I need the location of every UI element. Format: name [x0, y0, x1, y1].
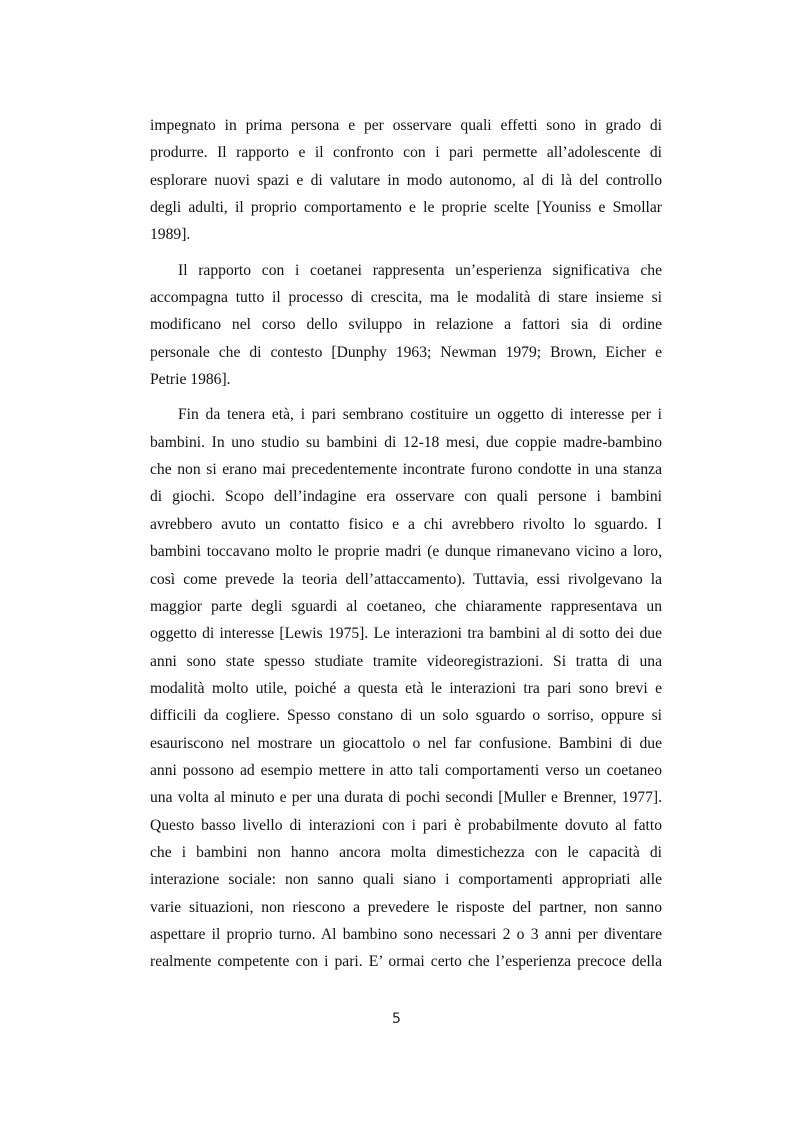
text-line: modalità molto utile, poiché a questa età le interazioni tra pari sono brevi e: [150, 679, 662, 697]
text-line: che i bambini non hanno ancora molta dimestichezza con le capacità di: [150, 843, 662, 861]
text-line: Il rapporto con i coetanei rappresenta un’esperienza significativa che: [178, 261, 662, 279]
paragraph-1: [150, 112, 662, 249]
text-line: che non si erano mai precedentemente incontrate furono condotte in una stanza: [150, 461, 662, 479]
text-line: degli adulti, il proprio comportamento e le proprie scelte [Youniss e Smollar: [150, 199, 662, 217]
text-line: esauriscono nel mostrare un giocattolo o nel far confusione. Bambini di due: [150, 734, 662, 752]
body-text: [150, 112, 662, 984]
text-line: impegnato in prima persona e per osservare quali effetti sono in grado di: [150, 117, 662, 134]
text-line: produrre. Il rapporto e il confronto con i pari permette all’adolescente di: [150, 144, 662, 162]
text-line: Questo basso livello di interazioni con i pari è probabilmente dovuto al fatto: [150, 816, 662, 834]
page-number: 5: [392, 1011, 401, 1027]
text-line: anni possono ad esempio mettere in atto tali comportamenti verso un coetaneo: [150, 761, 662, 779]
paragraph-3: [150, 401, 662, 975]
text-line: anni sono state spesso studiate tramite videoregistrazioni. Si tratta di una: [150, 652, 662, 670]
text-line: difficili da cogliere. Spesso constano di un solo sguardo o sorriso, oppure si: [150, 707, 662, 725]
text-line: oggetto di interesse [Lewis 1975]. Le interazioni tra bambini al di sotto dei due: [150, 625, 662, 643]
text-line: maggior parte degli sguardi al coetaneo, che chiaramente rappresentava un: [150, 597, 662, 615]
text-line: di giochi. Scopo dell’indagine era osservare con quali persone i bambini: [150, 488, 662, 506]
text-line: aspettare il proprio turno. Al bambino sono necessari 2 o 3 anni per diventare: [150, 925, 662, 943]
text-line: bambini. In uno studio su bambini di 12-18 mesi, due coppie madre-bambino: [150, 433, 662, 451]
text-line: 1989].: [150, 226, 191, 244]
text-line: varie situazioni, non riescono a prevedere le risposte del partner, non sanno: [150, 898, 662, 916]
paragraph-2: [150, 257, 662, 394]
text-line: Petrie 1986].: [150, 371, 231, 389]
text-line: modificano nel corso dello sviluppo in relazione a fattori sia di ordine: [150, 316, 662, 334]
text-line: avrebbero avuto un contatto fisico e a chi avrebbero rivolto lo sguardo. I: [150, 515, 662, 533]
text-line: Fin da tenera età, i pari sembrano costituire un oggetto di interesse per i: [178, 406, 662, 424]
text-line: una volta al minuto e per una durata di pochi secondi [Muller e Brenner, 1977].: [150, 789, 662, 807]
text-line: realmente competente con i pari. E’ ormai certo che l’esperienza precoce della: [150, 953, 662, 971]
text-line: esplorare nuovi spazi e di valutare in modo autonomo, al di là del controllo: [150, 171, 662, 189]
text-line: interazione sociale: non sanno quali siano i comportamenti appropriati alle: [150, 871, 662, 889]
text-line: bambini toccavano molto le proprie madri (e dunque rimanevano vicino a loro,: [150, 543, 662, 561]
text-line: personale che di contesto [Dunphy 1963; Newman 1979; Brown, Eicher e: [150, 343, 662, 361]
text-line: accompagna tutto il processo di crescita, ma le modalità di stare insieme si: [150, 289, 662, 307]
text-line: così come prevede la teoria dell’attaccamento). Tuttavia, essi rivolgevano la: [150, 570, 662, 588]
